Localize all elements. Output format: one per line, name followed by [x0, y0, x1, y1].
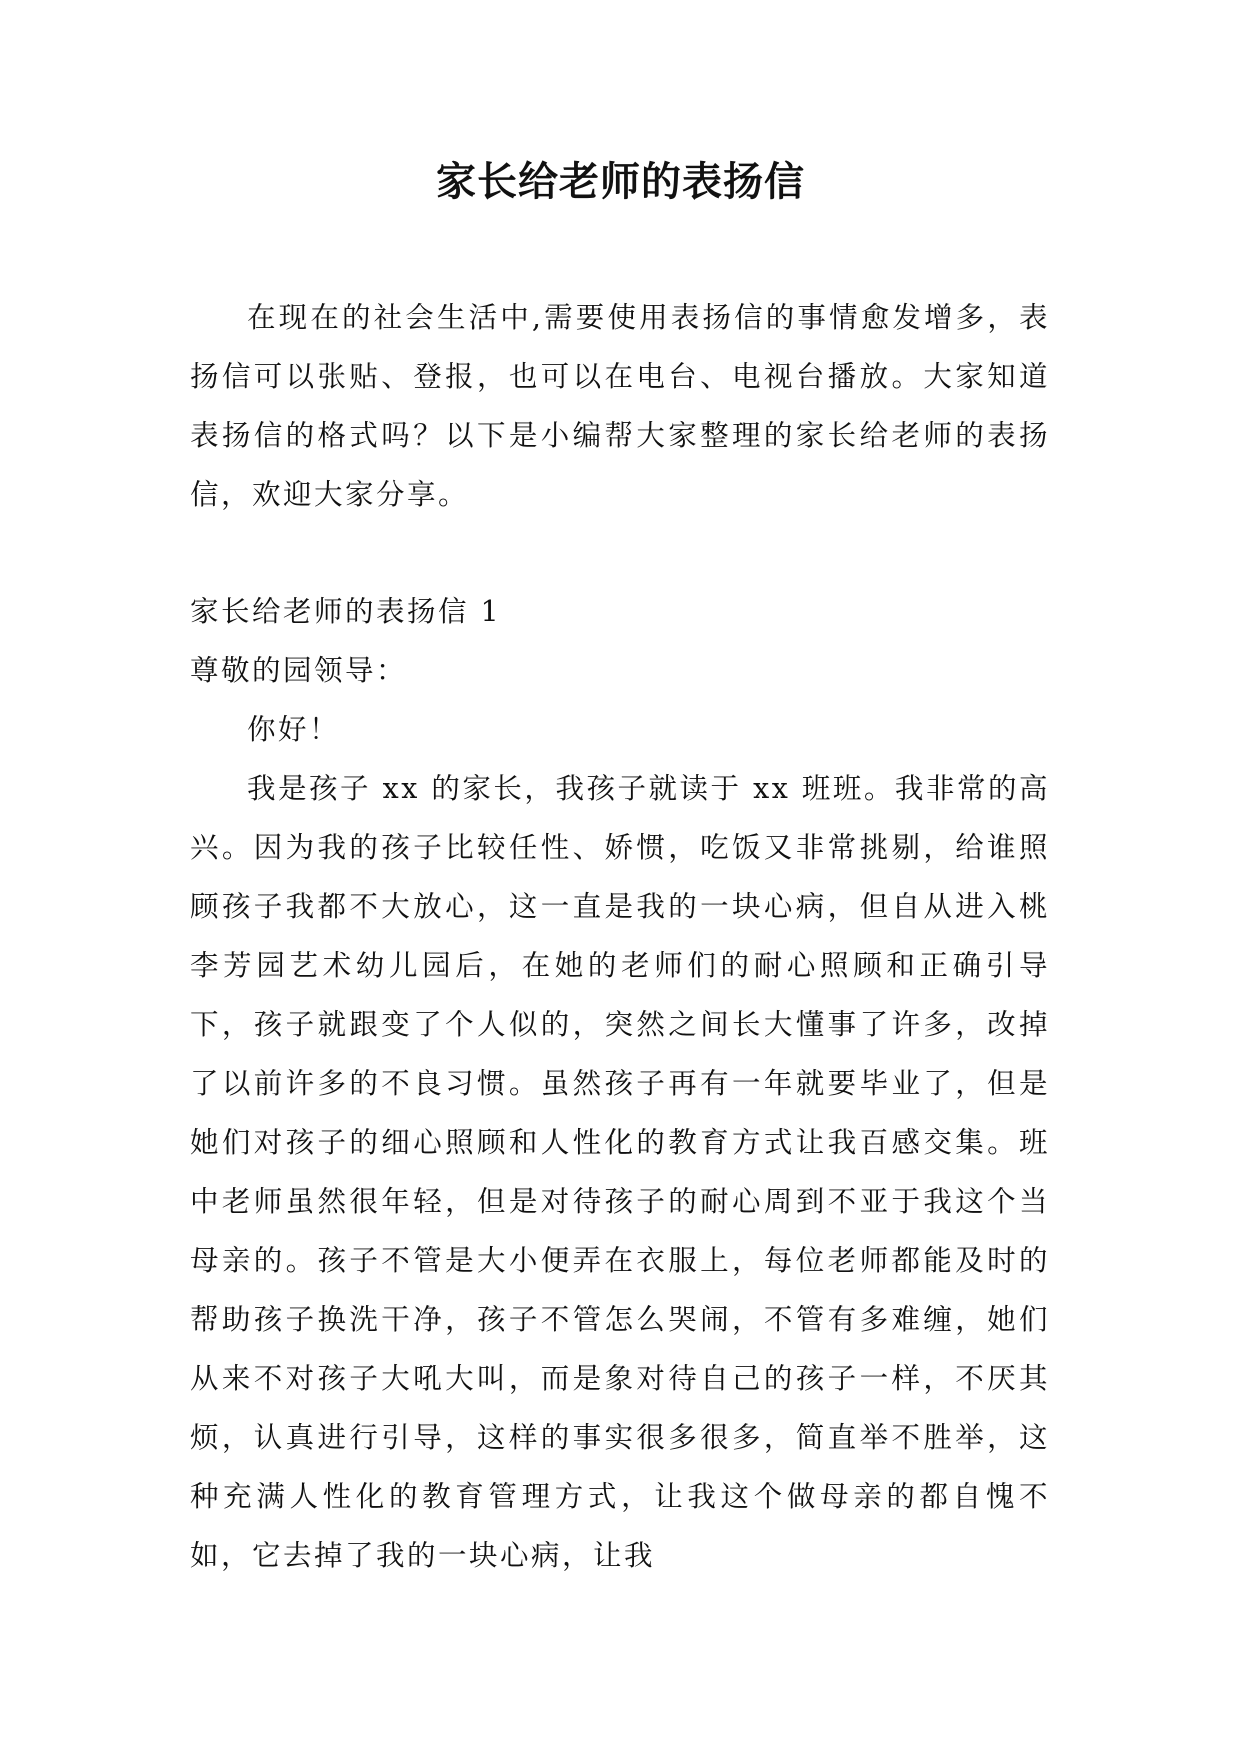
section-heading: 家长给老师的表扬信 1 — [190, 595, 502, 628]
document-body — [190, 288, 1050, 1585]
body-paragraph: 我是孩子 xx 的家长，我孩子就读于 xx 班班。我非常的高兴。因为我的孩子比较任性、娇惯，吃饭又非常挑剔，给谁照顾孩子我都不大放心，这一直是我的一块心病，但自从进入桃李芳园艺术幼儿园后，在她的老师们的耐心照顾和正确引导下，孩子就跟变了个人似的，突然之间长大懂事了许多，改掉了以前许多的不良习惯。虽然孩子再有一年就要毕业了，但是她们对孩子的细心照顾和人性化的教育方式让我百感交集。班中老师虽然很年轻，但是对待孩子的耐心周到不亚于我这个当母亲的。孩子不管是大小便弄在衣服上，每位老师都能及时的帮助孩子换洗干净，孩子不管怎么哭闹，不管有多难缠，她们从来不对孩子大吼大叫，而是象对待自己的孩子一样，不厌其烦，认真进行引导，这样的事实很多很多，简直举不胜举，这种充满人性化的教育管理方式，让我这个做母亲的都自愧不如，它去掉了我的一块心病，让我 — [190, 772, 1050, 1572]
greeting: 你好！ — [247, 713, 341, 746]
salutation: 尊敬的园领导： — [190, 654, 408, 687]
intro-paragraph: 在现在的社会生活中,需要使用表扬信的事情愈发增多，表扬信可以张贴、登报，也可以在电台、电视台播放。大家知道表扬信的格式吗？以下是小编帮大家整理的家长给老师的表扬信，欢迎大家分享。 — [190, 301, 1050, 511]
document-title: 家长给老师的表扬信 — [436, 158, 805, 205]
